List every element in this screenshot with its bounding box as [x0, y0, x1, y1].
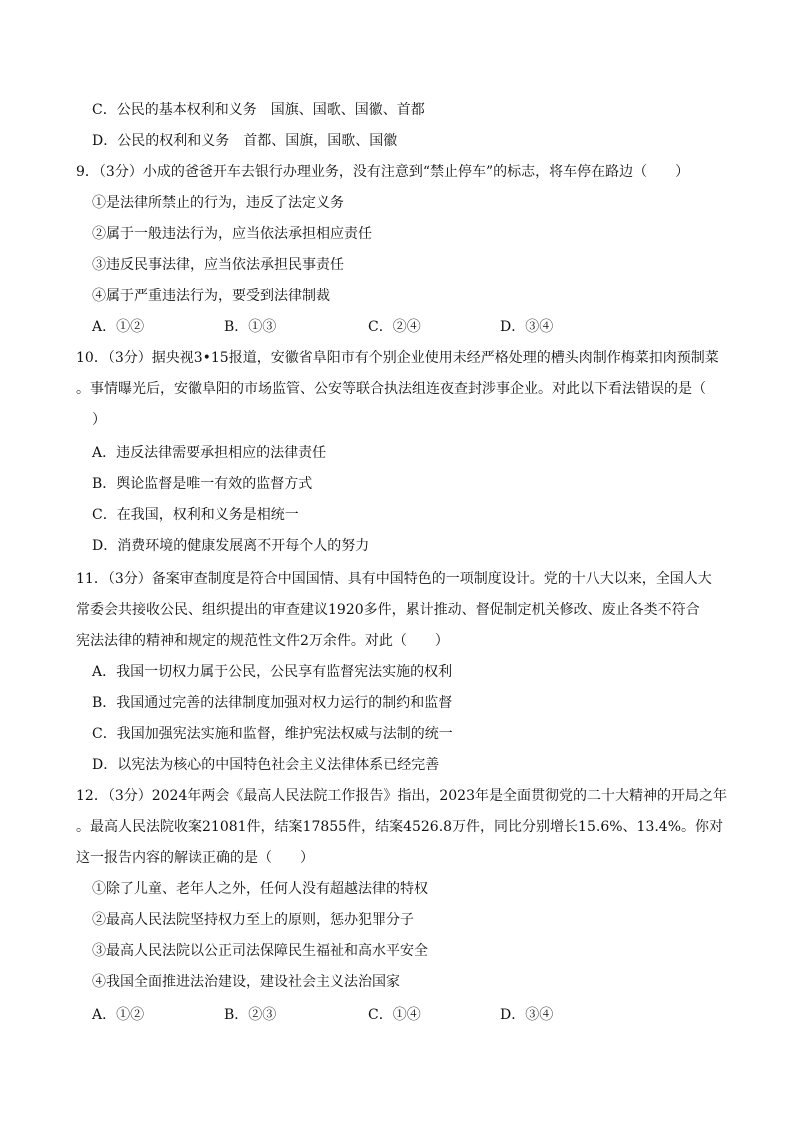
q11-option-b[interactable]: B．我国通过完善的法律制度加强对权力运行的制约和监督 — [92, 695, 453, 711]
q12-item-2: ②最高人民法院坚持权力至上的原则，惩办犯罪分子 — [92, 912, 414, 928]
q9-options — [92, 317, 612, 337]
q10-option-c[interactable]: C．在我国，权利和义务是相统一 — [92, 507, 299, 523]
q12-item-3: ③最高人民法院以公正司法保障民生福祉和高水平安全 — [92, 943, 428, 959]
q9-item-4: ④属于严重违法行为，要受到法律制裁 — [92, 288, 330, 304]
q11-stem-line-2: 常委会共接收公民、组织提出的审查建议1920多件，累计推动、督促制定机关修改、废止各类不符合 — [76, 602, 700, 618]
q11-option-a[interactable]: A．我国一切权力属于公民，公民享有监督宪法实施的权利 — [92, 664, 453, 680]
q12-item-4: ④我国全面推进法治建设，建设社会主义法治国家 — [92, 974, 400, 990]
q9-option-c[interactable]: C．②④ — [368, 319, 421, 335]
q12-option-b[interactable]: B．②③ — [224, 1007, 277, 1023]
q10-option-b[interactable]: B．舆论监督是唯一有效的监督方式 — [92, 476, 313, 492]
q12-option-d[interactable]: D．③④ — [500, 1007, 554, 1023]
q9-option-a[interactable]: A．①② — [92, 319, 145, 335]
q9-option-d[interactable]: D．③④ — [500, 319, 554, 335]
q11-option-d[interactable]: D．以宪法为核心的中国特色社会主义法律体系已经完善 — [92, 757, 440, 773]
q9-item-1: ①是法律所禁止的行为，违反了法定义务 — [92, 195, 344, 211]
q12-options — [92, 1005, 612, 1025]
q12-stem-line-1: 12．（3分）2024年两会《最高人民法院工作报告》指出，2023年是全面贯彻党的二十大精神的开局之年 — [76, 788, 727, 804]
q10-option-d[interactable]: D．消费环境的健康发展离不开每个人的努力 — [92, 538, 370, 554]
q12-stem-line-3: 这一报告内容的解读正确的是（ ） — [76, 850, 314, 866]
q8-option-c[interactable]: C．公民的基本权利和义务 国旗、国歌、国徽、首都 — [92, 102, 425, 118]
q12-stem-line-2: 。最高人民法院收案21081件，结案17855件，结案4526.8万件，同比分别增长15.6%、13.4%。你对 — [76, 819, 724, 835]
q10-stem-line-3: ） — [92, 412, 106, 428]
q8-option-d[interactable]: D．公民的权利和义务 首都、国旗，国歌、国徽 — [92, 133, 398, 149]
q9-stem: 9．（3分）小成的爸爸开车去银行办理业务，没有注意到“禁止停车”的标志，将车停在路边（ ） — [76, 164, 690, 180]
q9-item-2: ②属于一般违法行为，应当依法承担相应责任 — [92, 226, 372, 242]
q10-option-a[interactable]: A．违反法律需要承担相应的法律责任 — [92, 445, 327, 461]
q11-stem-line-3: 宪法法律的精神和规定的规范性文件2万余件。对此（ ） — [76, 633, 449, 649]
q12-item-1: ①除了儿童、老年人之外，任何人没有超越法律的特权 — [92, 881, 428, 897]
q10-stem-line-1: 10．（3分）据央视3•15报道，安徽省阜阳市有个别企业使用未经严格处理的槽头肉制作梅菜扣肉预制菜 — [76, 350, 719, 366]
q9-option-b[interactable]: B．①③ — [224, 319, 277, 335]
q12-option-a[interactable]: A．①② — [92, 1007, 145, 1023]
q11-stem-line-1: 11．（3分）备案审查制度是符合中国国情、具有中国特色的一项制度设计。党的十八大以来，全国人大 — [76, 571, 712, 587]
q10-stem-line-2: 。事情曝光后，安徽阜阳的市场监管、公安等联合执法组连夜查封涉事企业。对此以下看法错误的是（ — [76, 381, 706, 397]
q11-option-c[interactable]: C．我国加强宪法实施和监督，维护宪法权威与法制的统一 — [92, 726, 453, 742]
q9-item-3: ③违反民事法律，应当依法承担民事责任 — [92, 257, 344, 273]
q12-option-c[interactable]: C．①④ — [368, 1007, 421, 1023]
